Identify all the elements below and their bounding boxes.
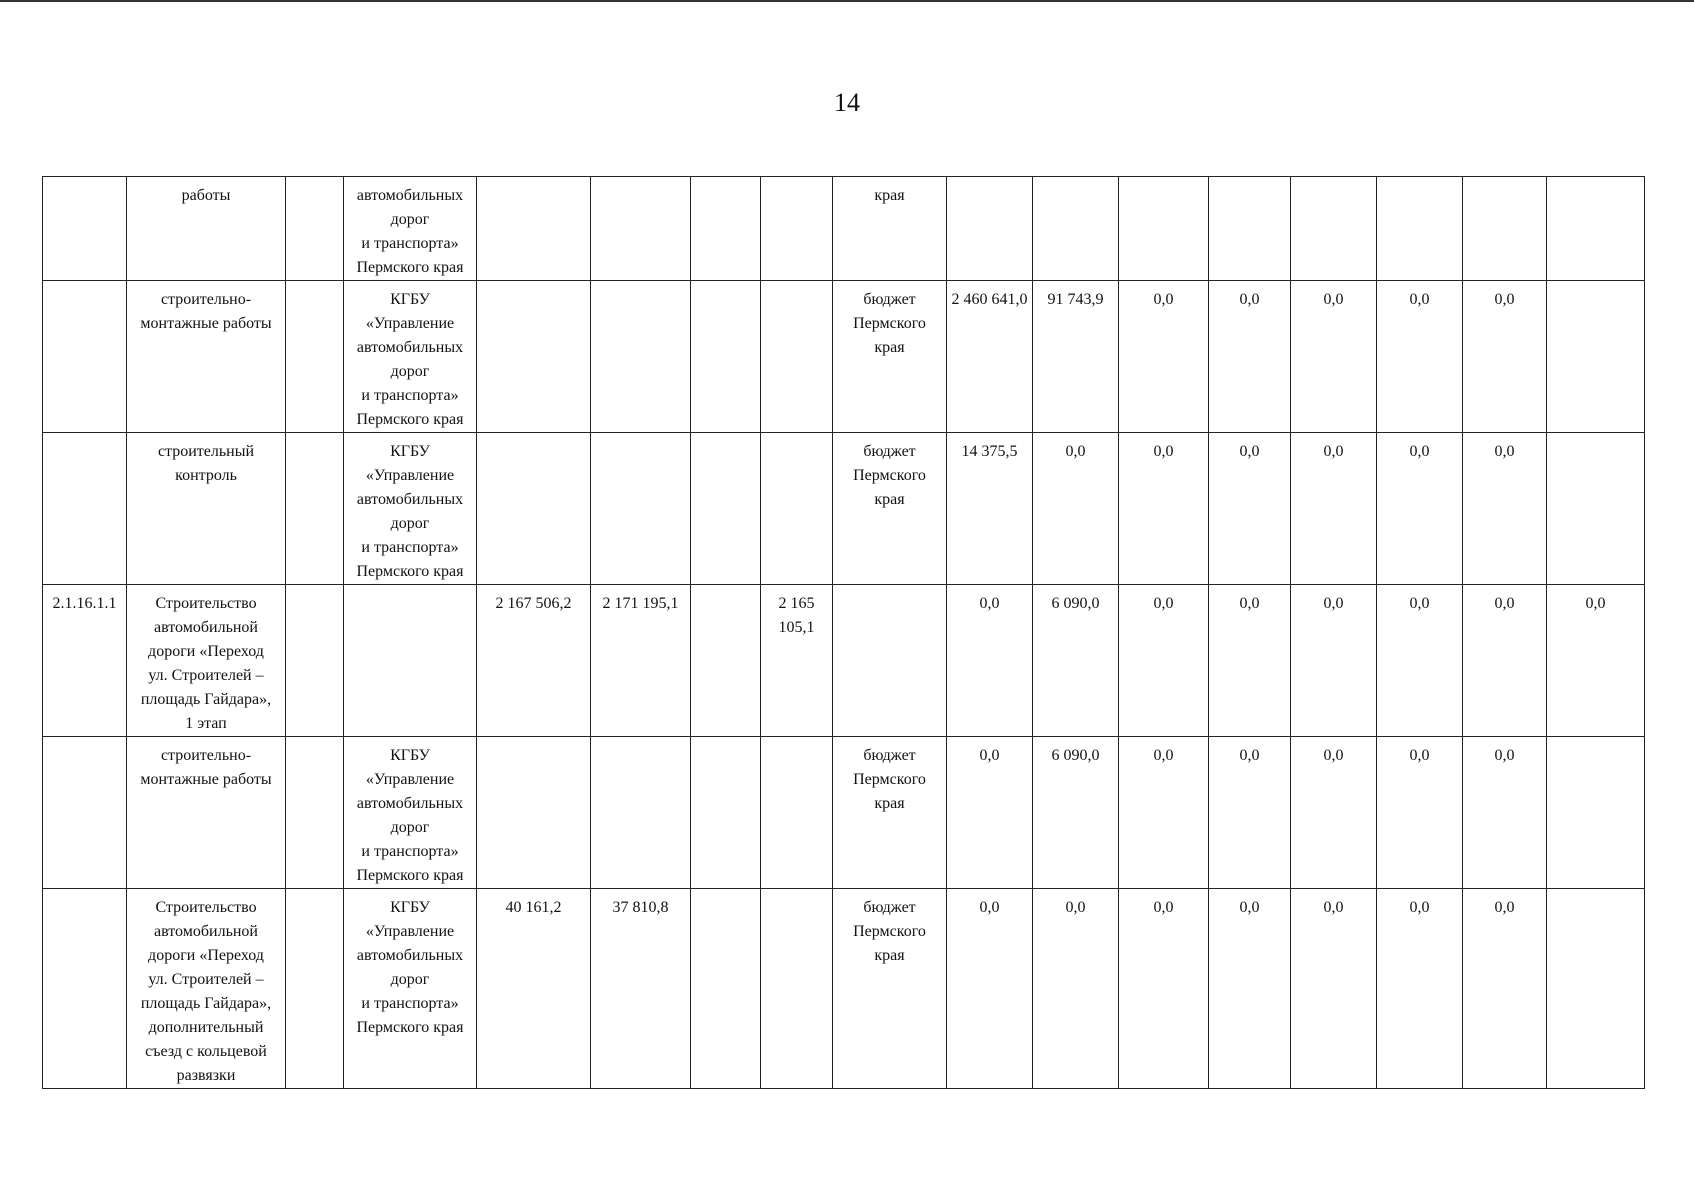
- cell-value-1: [477, 281, 591, 433]
- cell-y-5: 0,0: [1291, 281, 1377, 433]
- cell-item-name: строительный контроль: [127, 433, 286, 585]
- cell-value-2: 2 171 195,1: [591, 585, 691, 737]
- cell-y-4: [1209, 177, 1291, 281]
- cell-y-7: [1463, 177, 1547, 281]
- table-row: [43, 433, 1645, 585]
- cell-col-7: [691, 737, 761, 889]
- cell-value-2: 37 810,8: [591, 889, 691, 1089]
- cell-y-2: 6 090,0: [1033, 585, 1119, 737]
- cell-executor: [344, 585, 477, 737]
- cell-y-3: 0,0: [1119, 585, 1209, 737]
- cell-value-3: [761, 433, 833, 585]
- cell-row-number: [43, 433, 127, 585]
- cell-row-number: [43, 889, 127, 1089]
- cell-y-6: 0,0: [1377, 737, 1463, 889]
- cell-y-3: 0,0: [1119, 281, 1209, 433]
- cell-y-5: 0,0: [1291, 585, 1377, 737]
- cell-col-7: [691, 433, 761, 585]
- cell-y-8: [1547, 737, 1645, 889]
- cell-y-1: 0,0: [947, 585, 1033, 737]
- cell-executor: КГБУ «Управление автомобильных дорог и транспорта» Пермского края: [344, 433, 477, 585]
- cell-y-3: 0,0: [1119, 433, 1209, 585]
- cell-col-3: [286, 433, 344, 585]
- cell-y-7: 0,0: [1463, 889, 1547, 1089]
- cell-y-6: [1377, 177, 1463, 281]
- cell-value-1: [477, 177, 591, 281]
- cell-col-7: [691, 585, 761, 737]
- cell-y-8: [1547, 433, 1645, 585]
- cell-executor: КГБУ «Управление автомобильных дорог и транспорта» Пермского края: [344, 281, 477, 433]
- cell-funding-source: [833, 585, 947, 737]
- cell-y-6: 0,0: [1377, 433, 1463, 585]
- cell-executor: КГБУ «Управление автомобильных дорог и транспорта» Пермского края: [344, 889, 477, 1089]
- cell-value-2: [591, 281, 691, 433]
- cell-item-name: строительно- монтажные работы: [127, 281, 286, 433]
- cell-col-3: [286, 889, 344, 1089]
- cell-y-7: 0,0: [1463, 737, 1547, 889]
- cell-y-4: 0,0: [1209, 889, 1291, 1089]
- cell-y-1: 2 460 641,0: [947, 281, 1033, 433]
- cell-row-number: [43, 281, 127, 433]
- cell-funding-source: края: [833, 177, 947, 281]
- cell-row-number: [43, 177, 127, 281]
- cell-y-5: 0,0: [1291, 889, 1377, 1089]
- page-number: 14: [834, 88, 860, 117]
- cell-item-name: строительно- монтажные работы: [127, 737, 286, 889]
- cell-value-1: 2 167 506,2: [477, 585, 591, 737]
- cell-y-7: 0,0: [1463, 281, 1547, 433]
- cell-item-name: Строительство автомобильной дороги «Переход ул. Строителей – площадь Гайдара», дополнительный съезд с кольцевой развязки: [127, 889, 286, 1089]
- cell-y-1: 0,0: [947, 889, 1033, 1089]
- cell-value-3: [761, 889, 833, 1089]
- cell-funding-source: бюджет Пермского края: [833, 281, 947, 433]
- cell-col-7: [691, 177, 761, 281]
- cell-y-6: 0,0: [1377, 281, 1463, 433]
- cell-y-4: 0,0: [1209, 737, 1291, 889]
- cell-y-1: 0,0: [947, 737, 1033, 889]
- cell-y-1: 14 375,5: [947, 433, 1033, 585]
- cell-executor: КГБУ «Управление автомобильных дорог и транспорта» Пермского края: [344, 737, 477, 889]
- cell-y-5: 0,0: [1291, 737, 1377, 889]
- cell-value-3: [761, 281, 833, 433]
- cell-y-3: 0,0: [1119, 889, 1209, 1089]
- cell-col-3: [286, 585, 344, 737]
- cell-y-2: 6 090,0: [1033, 737, 1119, 889]
- cell-row-number: [43, 737, 127, 889]
- cell-y-7: 0,0: [1463, 433, 1547, 585]
- cell-row-number: 2.1.16.1.1: [43, 585, 127, 737]
- cell-y-2: [1033, 177, 1119, 281]
- cell-item-name: работы: [127, 177, 286, 281]
- cell-y-5: 0,0: [1291, 433, 1377, 585]
- cell-y-2: 91 743,9: [1033, 281, 1119, 433]
- cell-y-1: [947, 177, 1033, 281]
- cell-y-2: 0,0: [1033, 433, 1119, 585]
- cell-y-3: 0,0: [1119, 737, 1209, 889]
- cell-col-3: [286, 177, 344, 281]
- cell-funding-source: бюджет Пермского края: [833, 889, 947, 1089]
- cell-y-6: 0,0: [1377, 585, 1463, 737]
- cell-value-2: [591, 177, 691, 281]
- table-row: [43, 177, 1645, 281]
- cell-col-7: [691, 889, 761, 1089]
- cell-funding-source: бюджет Пермского края: [833, 737, 947, 889]
- cell-value-3: 2 165 105,1: [761, 585, 833, 737]
- table-row: [43, 281, 1645, 433]
- table-row: [43, 737, 1645, 889]
- cell-executor: автомобильных дорог и транспорта» Пермского края: [344, 177, 477, 281]
- cell-y-6: 0,0: [1377, 889, 1463, 1089]
- cell-y-4: 0,0: [1209, 585, 1291, 737]
- cell-value-1: [477, 737, 591, 889]
- cell-y-4: 0,0: [1209, 433, 1291, 585]
- cell-col-7: [691, 281, 761, 433]
- budget-table: [42, 176, 1645, 1089]
- cell-y-8: 0,0: [1547, 585, 1645, 737]
- cell-value-2: [591, 433, 691, 585]
- cell-y-7: 0,0: [1463, 585, 1547, 737]
- cell-value-1: 40 161,2: [477, 889, 591, 1089]
- table-row: [43, 585, 1645, 737]
- cell-y-5: [1291, 177, 1377, 281]
- cell-value-2: [591, 737, 691, 889]
- page-top-edge: [0, 0, 1694, 2]
- cell-value-3: [761, 737, 833, 889]
- cell-y-2: 0,0: [1033, 889, 1119, 1089]
- table-row: [43, 889, 1645, 1089]
- cell-y-3: [1119, 177, 1209, 281]
- cell-item-name: Строительство автомобильной дороги «Переход ул. Строителей – площадь Гайдара», 1 этап: [127, 585, 286, 737]
- cell-value-3: [761, 177, 833, 281]
- cell-y-8: [1547, 177, 1645, 281]
- cell-value-1: [477, 433, 591, 585]
- cell-y-8: [1547, 889, 1645, 1089]
- cell-y-8: [1547, 281, 1645, 433]
- cell-y-4: 0,0: [1209, 281, 1291, 433]
- cell-col-3: [286, 281, 344, 433]
- cell-funding-source: бюджет Пермского края: [833, 433, 947, 585]
- cell-col-3: [286, 737, 344, 889]
